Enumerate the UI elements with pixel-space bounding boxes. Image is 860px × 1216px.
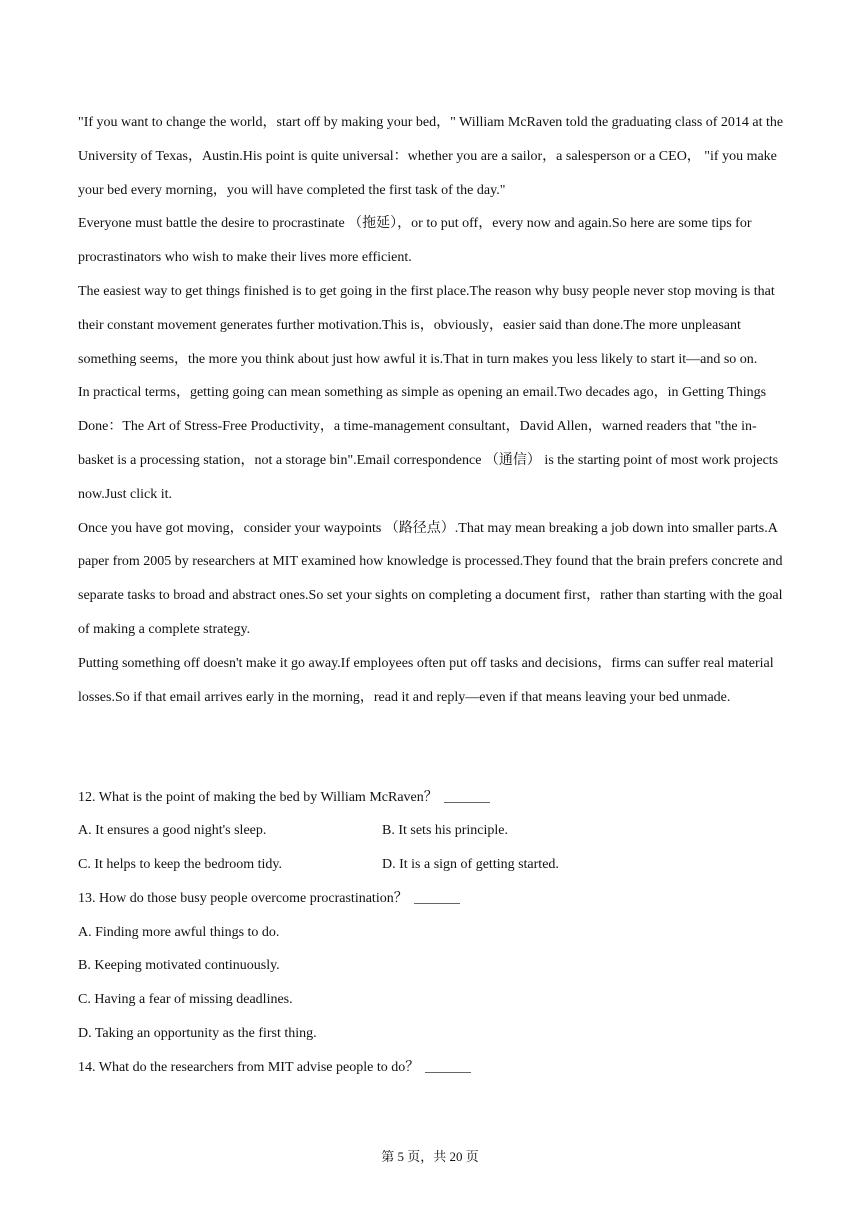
answer-blank	[444, 790, 490, 803]
question-14	[78, 1058, 471, 1078]
question-stem: 13. How do those busy people overcome procrastination？	[78, 891, 408, 906]
option-c: C. Having a fear of missing deadlines.	[78, 992, 293, 1007]
passage-paragraph: Putting something off doesn't make it go away.If employees often put off tasks and decisions，firms can suffer real material losses.So if that email arrives early in the morning，read it and reply—even if that means leaving your bed unmade.	[78, 655, 774, 705]
question-13	[78, 889, 460, 909]
option-d: D. Taking an opportunity as the first thing.	[78, 1026, 317, 1041]
passage-paragraph: The easiest way to get things finished is to get going in the first place.The reason why busy people never stop moving is that their constant movement generates further motivation.This is，obviously，easier said than done.The more unpleasant something seems，the more you think about just how awful it is.That in turn makes you less likely to start it—and so on.	[78, 283, 775, 367]
option-a: A. It ensures a good night's sleep.	[78, 823, 267, 838]
passage-paragraph: Once you have got moving，consider your waypoints （路径点）.That may mean breaking a job down into smaller parts.A paper from 2005 by researchers at MIT examined how knowledge is processed.They found that the brain prefers concrete and separate tasks to broad and abstract ones.So set your sights on completing a document first，rather than starting with the goal of making a complete strategy.	[78, 520, 783, 637]
page-number: 第 5 页，共 20 页	[381, 1149, 479, 1164]
passage-paragraph: "If you want to change the world，start off by making your bed，" William McRaven told the graduating class of 2014 at the University of Texas，Austin.His point is quite universal：whether you are a sailor，a salesperson or a CEO， "if you make your bed every morning，you will have completed the first task of the day."	[78, 115, 784, 198]
option-b: B. Keeping motivated continuously.	[78, 958, 280, 973]
option-c: C. It helps to keep the bedroom tidy.	[78, 857, 282, 872]
passage-paragraph: In practical terms，getting going can mean something as simple as opening an email.Two decades ago，in Getting Things Done：The Art of Stress-Free Productivity，a time-management consultant，David Allen，warned readers that "the in-basket is a processing station，not a storage bin".Email correspondence （通信） is the starting point of most work projects now.Just click it.	[78, 385, 779, 502]
option-b: B. It sets his principle.	[382, 823, 508, 838]
question-stem: 14. What do the researchers from MIT advise people to do？	[78, 1060, 420, 1075]
question-12	[78, 788, 490, 808]
option-d: D. It is a sign of getting started.	[382, 857, 559, 872]
option-a: A. Finding more awful things to do.	[78, 925, 280, 940]
reading-passage	[78, 106, 788, 714]
question-stem: 12. What is the point of making the bed by William McRaven？	[78, 790, 438, 805]
answer-blank	[414, 891, 460, 904]
passage-paragraph: Everyone must battle the desire to procrastinate （拖延），or to put off，every now and again.So here are some tips for procrastinators who wish to make their lives more efficient.	[78, 216, 752, 266]
answer-blank	[425, 1060, 471, 1073]
